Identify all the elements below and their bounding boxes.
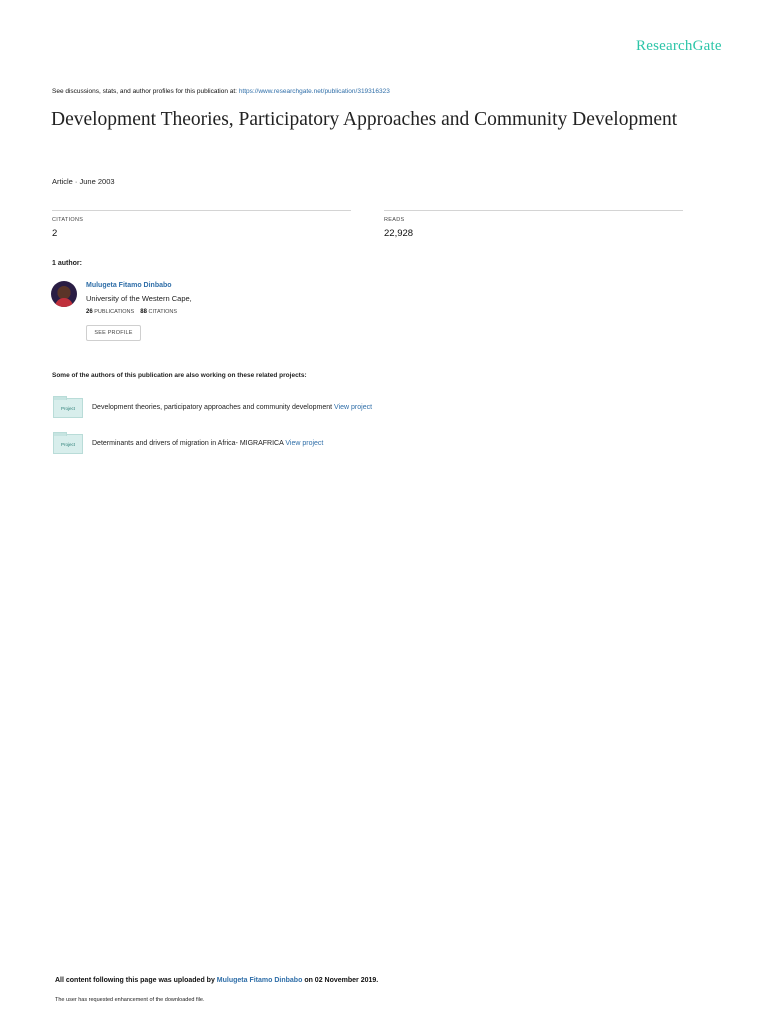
project-title: Determinants and drivers of migration in Africa- MIGRAFRICA bbox=[92, 440, 284, 447]
reads-value: 22,928 bbox=[384, 228, 414, 239]
author-publications-label: PUBLICATIONS bbox=[94, 309, 135, 315]
view-project-link[interactable]: View project bbox=[285, 440, 324, 447]
upload-suffix: on 02 November 2019. bbox=[304, 977, 379, 984]
author-citations-label: CITATIONS bbox=[148, 309, 178, 315]
related-projects-heading: Some of the authors of this publication are also working on these related projects: bbox=[52, 372, 307, 379]
citations-label: CITATIONS bbox=[52, 217, 84, 223]
upload-info bbox=[55, 977, 378, 984]
citations-stat bbox=[52, 210, 351, 239]
publication-url-link[interactable]: https://www.researchgate.net/publication/319316323 bbox=[238, 88, 390, 95]
avatar-shirt bbox=[55, 298, 73, 307]
enhancement-note: The user has requested enhancement of the downloaded file. bbox=[55, 997, 205, 1003]
author-stats bbox=[86, 309, 177, 315]
author-institution: University of the Western Cape, bbox=[86, 294, 192, 303]
authors-heading: 1 author: bbox=[52, 260, 82, 267]
upload-prefix: All content following this page was uploaded by bbox=[55, 977, 215, 984]
project-item bbox=[92, 404, 372, 411]
see-profile-button[interactable]: SEE PROFILE bbox=[86, 325, 141, 341]
project-icon bbox=[53, 398, 83, 418]
view-project-link[interactable]: View project bbox=[334, 404, 373, 411]
discussions-line bbox=[52, 88, 390, 95]
author-avatar[interactable] bbox=[51, 281, 77, 307]
reads-stat bbox=[384, 210, 683, 239]
researchgate-logo[interactable]: ResearchGate bbox=[636, 38, 722, 54]
project-icon-label: Project bbox=[60, 406, 75, 411]
uploader-link[interactable]: Mulugeta Fitamo Dinbabo bbox=[216, 977, 303, 984]
publication-title: Development Theories, Participatory Approaches and Community Development bbox=[51, 109, 678, 130]
reads-label: READS bbox=[384, 217, 405, 223]
citations-value: 2 bbox=[52, 228, 58, 239]
project-icon bbox=[53, 434, 83, 454]
publication-meta: Article · June 2003 bbox=[52, 177, 115, 186]
discussions-text: See discussions, stats, and author profiles for this publication at: bbox=[52, 88, 237, 95]
author-name-link[interactable]: Mulugeta Fitamo Dinbabo bbox=[86, 282, 172, 289]
author-publications-count: 26 bbox=[86, 309, 93, 315]
project-item bbox=[92, 440, 323, 447]
project-icon-label: Project bbox=[60, 442, 75, 447]
project-title: Development theories, participatory approaches and community development bbox=[92, 404, 333, 411]
author-citations-count: 88 bbox=[140, 309, 147, 315]
